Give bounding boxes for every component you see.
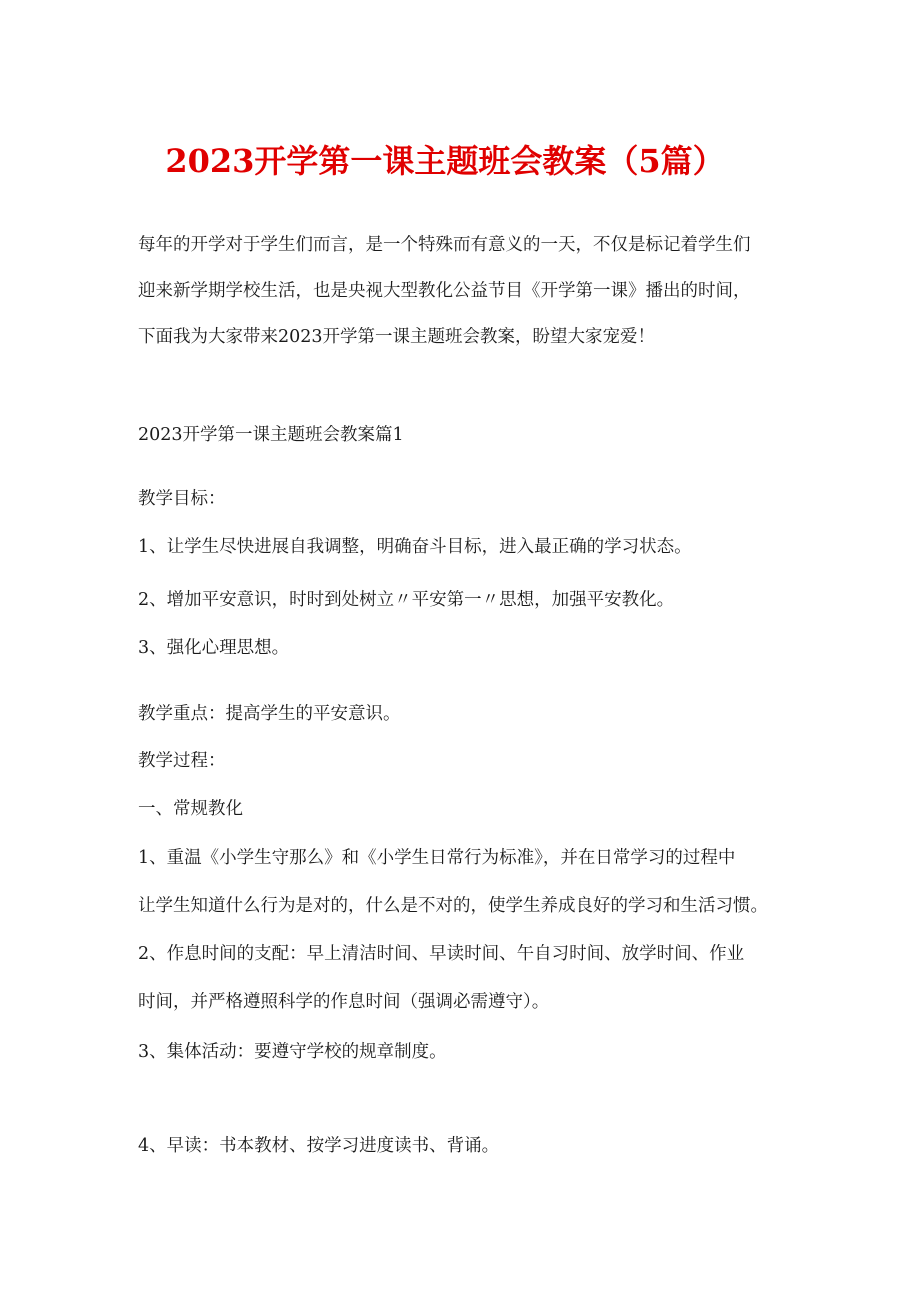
routine-item: 让学生知道什么行为是对的，什么是不对的，使学生养成良好的学习和生活习惯。 [138, 896, 768, 916]
objectives-label: 教学目标： [138, 489, 226, 509]
routine-item: 3、集体活动：要遵守学校的规章制度。 [138, 1042, 447, 1062]
objective-item: 3、强化心理思想。 [138, 638, 290, 658]
process-label: 教学过程： [138, 751, 226, 771]
routine-item: 2、作息时间的支配：早上清洁时间、早读时间、午自习时间、放学时间、作业 [138, 944, 745, 964]
intro-paragraph [138, 222, 798, 360]
intro-line: 每年的开学对于学生们而言，是一个特殊而有意义的一天，不仅是标记着学生们 [138, 235, 751, 255]
routine-item: 4、早读：书本教材、按学习进度读书、背诵。 [138, 1136, 500, 1156]
routine-heading: 一、常规教化 [138, 799, 243, 819]
intro-line: 迎来新学期学校生活，也是央视大型教化公益节目《开学第一课》播出的时间， [138, 281, 751, 301]
section-heading: 2023开学第一课主题班会教案篇1 [138, 425, 404, 445]
routine-item: 时间，并严格遵照科学的作息时间（强调必需遵守）。 [138, 992, 550, 1012]
objective-item: 1、让学生尽快进展自我调整，明确奋斗目标，进入最正确的学习状态。 [138, 537, 692, 557]
intro-line: 下面我为大家带来2023开学第一课主题班会教案，盼望大家宠爱！ [138, 327, 656, 347]
objective-item: 2、增加平安意识，时时到处树立〃平安第一〃思想，加强平安教化。 [138, 590, 675, 610]
key-point: 教学重点：提高学生的平安意识。 [138, 704, 401, 724]
document-title: 2023开学第一课主题班会教案（5篇） [165, 142, 725, 180]
routine-item: 1、重温《小学生守那么》和《小学生日常行为标准》，并在日常学习的过程中 [138, 848, 736, 868]
